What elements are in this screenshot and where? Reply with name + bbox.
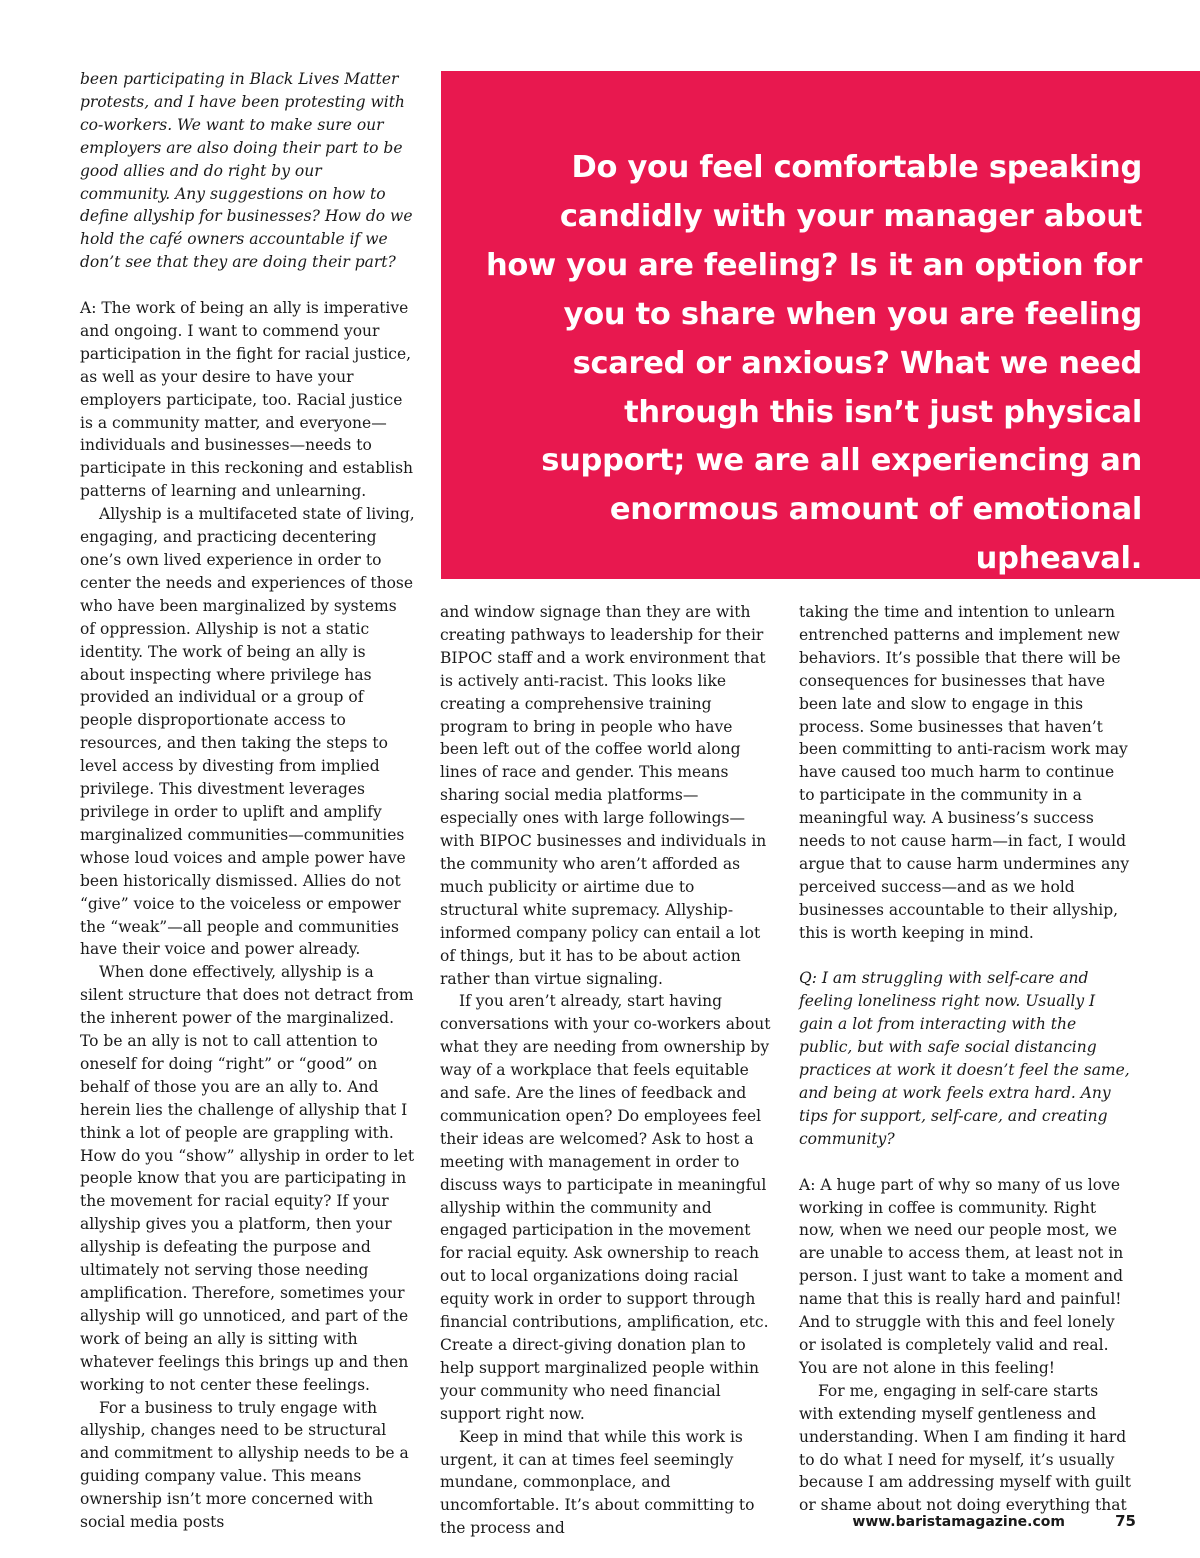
- answer-paragraph: A: A huge part of why so many of us love working in coffee is community. Right now, when we need our people most, we are unable to access them, at least not in person. I just want to take a moment and name that this is really hard and painful! And to struggle with this and feel lonely or isolated is completely valid and real. You are not alone in this feeling!: [799, 1175, 1124, 1377]
- column-3: [799, 601, 1134, 1517]
- question-continued: been participating in Black Lives Matter protests, and I have been protesting with co-workers. We want to make sure our employers are also doing their part to be good allies and do right by our community. Any suggestions on how to define allyship for businesses? How do we hold the café owners accountable if we don’t see that they are doing their part?: [80, 70, 413, 272]
- answer-paragraph: Allyship is a multifaceted state of living, engaging, and practicing decentering one’s own lived experience in order to center the needs and experiences of those who have been marginalized by systems of oppression. Allyship is not a static identity. The work of being an ally is about inspecting where privilege has provided an individual or a group of people disproportionate access to resources, and then taking the steps to level access by divesting from implied privilege. This divestment leverages privilege in order to uplift and amplify marginalized communities—communities whose loud voices and ample power have been historically dismissed. Allies do not “give” voice to the voiceless or empower the “weak”—all people and communities have their voice and power already.: [80, 505, 415, 959]
- body-paragraph: taking the time and intention to unlearn entrenched patterns and implement new behaviors. It’s possible that there will be consequences for businesses that have been late and slow to engage in this process. Some businesses that haven’t been committing to anti-racism work may have caused too much harm to continue to participate in the community in a meaningful way. A business’s success needs to not cause harm—in fact, I would argue that to cause harm undermines any perceived success—and as we hold businesses accountable to their allyship, this is worth keeping in mind.: [799, 603, 1130, 942]
- answer-paragraph: For a business to truly engage with allyship, changes need to be structural and commitment to allyship needs to be a guiding company value. This means ownership isn’t more concerned with social media posts: [80, 1398, 409, 1532]
- reader-question: Q: I am struggling with self-care and feeling loneliness right now. Usually I gain a lot from interacting with the public, but with safe social distancing practices at work it doesn’t feel the same, and being at work feels extra hard. Any tips for support, self-care, and creating community?: [799, 969, 1130, 1148]
- body-paragraph: If you aren’t already, start having conversations with your co-workers about what they are needing from ownership by way of a workplace that feels equitable and safe. Are the lines of feedback and communication open? Do employees feel their ideas are welcomed? Ask to host a meeting with management in order to discuss ways to participate in meaningful allyship within the community and engaged participation in the movement for racial equity. Ask ownership to reach out to local organizations doing racial equity work in order to support through financial contributions, amplification, etc. Create a direct-giving donation plan to help support marginalized people within your community who need financial support right now.: [440, 992, 771, 1423]
- pull-quote: Do you feel comfortable speaking candidly with your manager about how you are feeling? Is it an option for you to share when you are feeling scared or anxious? What we need through this isn’t just physical support; we are all experiencing an enormous amount of emotional upheaval.: [485, 150, 1142, 577]
- body-paragraph: and window signage than they are with creating pathways to leadership for their BIPOC staff and a work environment that is actively anti-racist. This looks like creating a comprehensive training program to bring in people who have been left out of the coffee world along lines of race and gender. This means sharing social media platforms—especially ones with large followings—with BIPOC businesses and individuals in the community who aren’t afforded as much publicity or airtime due to structural white supremacy. Allyship-informed company policy can entail a lot of things, but it has to be about action rather than virtue signaling.: [440, 603, 767, 988]
- page-number: 75: [1115, 1512, 1136, 1530]
- answer-paragraph: A: The work of being an ally is imperative and ongoing. I want to commend your participation in the fight for racial justice, as well as your desire to have your employers participate, too. Racial justice is a community matter, and everyone—individuals and businesses—needs to participate in this reckoning and establish patterns of learning and unlearning.: [80, 299, 414, 501]
- column-2: [440, 601, 775, 1540]
- body-paragraph: Keep in mind that while this work is urgent, it can at times feel seemingly mundane, commonplace, and uncomfortable. It’s about committing to the process and: [440, 1427, 755, 1538]
- answer-paragraph: When done effectively, allyship is a silent structure that does not detract from the inherent power of the marginalized. To be an ally is not to call attention to oneself for doing “right” or “good” on behalf of those you are an ally to. And herein lies the challenge of allyship that I think a lot of people are grappling with. How do you “show” allyship in order to let people know that you are participating in the movement for racial equity? If your allyship gives you a platform, then your allyship is defeating the purpose and ultimately not serving those needing amplification. Therefore, sometimes your allyship will go unnoticed, and part of the work of being an ally is sitting with whatever feelings this brings up and then working to not center these feelings.: [80, 963, 415, 1394]
- column-1: [80, 68, 415, 1534]
- footer-url: www.baristamagazine.com: [852, 1514, 1065, 1530]
- pull-quote-box: [441, 71, 1200, 579]
- answer-paragraph: For me, engaging in self-care starts with extending myself gentleness and understanding. When I am finding it hard to do what I need for myself, it’s usually because I am addressing myself with guilt or shame about not doing everything that: [799, 1381, 1131, 1515]
